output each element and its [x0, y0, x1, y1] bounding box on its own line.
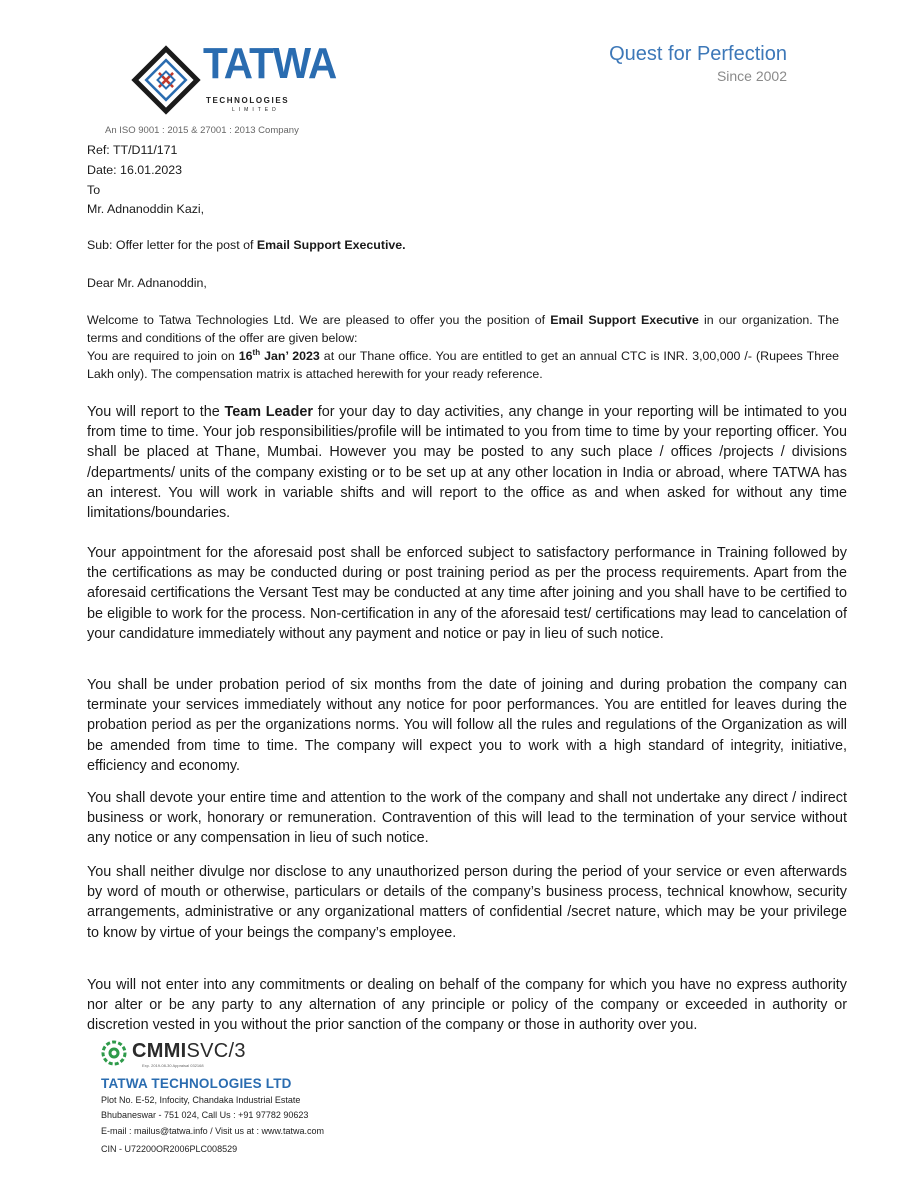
join-date [239, 349, 320, 363]
letter-date: Date: 16.01.2023 [87, 163, 183, 177]
footer-address-line2: Bhubaneswar - 751 024, Call Us : +91 97782 90623 [101, 1110, 309, 1120]
join-before: You are required to join on [87, 349, 239, 363]
report-bold: Team Leader [224, 404, 313, 420]
joining-paragraph [87, 347, 839, 383]
iso-certification: An ISO 9001 : 2015 & 27001 : 2013 Company [105, 125, 299, 136]
welcome-before: Welcome to Tatwa Technologies Ltd. We are pleased to offer you the position of [87, 313, 551, 327]
reporting-paragraph [87, 402, 847, 523]
reference-number: Ref: TT/D11/171 [87, 143, 178, 157]
brand-name: TATWA [203, 39, 337, 88]
join-date-rest: Jan’ 2023 [260, 349, 320, 363]
cmmi-subtext: Exp. 2019-08-30 Appraisal 032168 [142, 1063, 204, 1068]
cmmi-badge [132, 1041, 246, 1061]
welcome-after: in our organization. The terms and conditions of the offer are given below: [87, 313, 839, 346]
addressee: Mr. Adnanoddin Kazi, [87, 202, 205, 216]
report-after: for your day to day activities, any change in your reporting will be intimated to you from time to time. Your job responsibilities/profile will be intimated to you from time to time by your reporting officer. You shall be placed at Thane, Mumbai. However you may be posted to any such place / offices /projects / divisions /departments/ units of the company existing or to be set up at any other location in India or abroad, where TATWA has an interest. You will work in variable shifts and will report to the office as and when asked for without any time limitations/boundaries. [87, 404, 847, 522]
cmmi-svc: SVC/3 [186, 1040, 246, 1062]
probation-paragraph: You shall be under probation period of six months from the date of joining and during probation the company can terminate your services immediately without any notice for poor performances. You are entitled for leaves during the probation period as per the organizations norms. You will follow all the rules and regulations of the Organization as will be amended from time to time. The company will expect you to work with a high standard of integrity, initiative, efficiency and economy. [87, 677, 847, 774]
cmmi-logo-icon [101, 1040, 127, 1066]
report-before: You will report to the [87, 404, 225, 420]
brand-subtitle: TECHNOLOGIES [206, 96, 290, 105]
join-day-suffix: th [252, 347, 261, 357]
footer-cin: CIN - U72200OR2006PLC008529 [101, 1144, 238, 1154]
salutation: Dear Mr. Adnanoddin, [87, 276, 207, 290]
since-year: Since 2002 [716, 68, 787, 84]
cmmi-main: CMMI [132, 1040, 187, 1062]
tagline: Quest for Perfection [609, 43, 787, 65]
subject-post: Email Support Executive. [256, 238, 406, 252]
welcome-post: Email Support Executive [550, 313, 699, 327]
devote-paragraph: You shall devote your entire time and attention to the work of the company and shall not undertake any direct / indirect business or work, honorary or remuneration. Contravention of this will lead to the termination of your service without any notice or any compensation in lieu of such notice. [87, 790, 847, 847]
commitments-paragraph: You will not enter into any commitments or dealing on behalf of the company for which you have no express authority nor alter or be any party to any alternation of any principle or policy of the company or exceeded in authority or discretion vested in you without the prior sanction of the company or those in authority over you. [87, 977, 847, 1034]
join-after: at our Thane office. You are entitled to get an annual CTC is INR. 3,00,000 /- (Rupees Three Lakh only). The compensation matrix is attached herewith for your ready reference. [87, 349, 839, 382]
footer-contact: E-mail : mailus@tatwa.info / Visit us at : www.tatwa.com [101, 1126, 325, 1136]
brand-subtitle-limited: LIMITED [232, 107, 280, 113]
join-day: 16 [238, 349, 253, 363]
subject-prefix: Sub: Offer letter for the post of [87, 238, 257, 252]
footer-company-name: TATWA TECHNOLOGIES LTD [101, 1076, 292, 1091]
footer-address-line1: Plot No. E-52, Infocity, Chandaka Industrial Estate [101, 1095, 301, 1105]
to-label: To [87, 183, 101, 197]
appointment-paragraph: Your appointment for the aforesaid post shall be enforced subject to satisfactory performance in Training followed by the certifications as may be conducted during or post training period as per the process requirements. Apart from the aforesaid certifications the Versant Test may be conducted at any time after joining and you shall have to be certified to be eligible to work for the process. Non-certification in any of the aforesaid test/ certifications may lead to cancelation of your candidature immediately without any payment and notice or pay in lieu of such notice. [87, 545, 847, 642]
subject-line [87, 236, 839, 254]
tatwa-logo-icon [130, 44, 202, 116]
welcome-paragraph [87, 311, 839, 347]
confidentiality-paragraph: You shall neither divulge nor disclose to any unauthorized person during the period of your service or even afterwards by word of mouth or otherwise, particulars or details of the company’s business process, technical knowhow, security arrangements, administrative or any organizational matters of confidential /secret nature, which may be your privilege to know by virtue of your beings the company’s employee. [87, 864, 847, 941]
